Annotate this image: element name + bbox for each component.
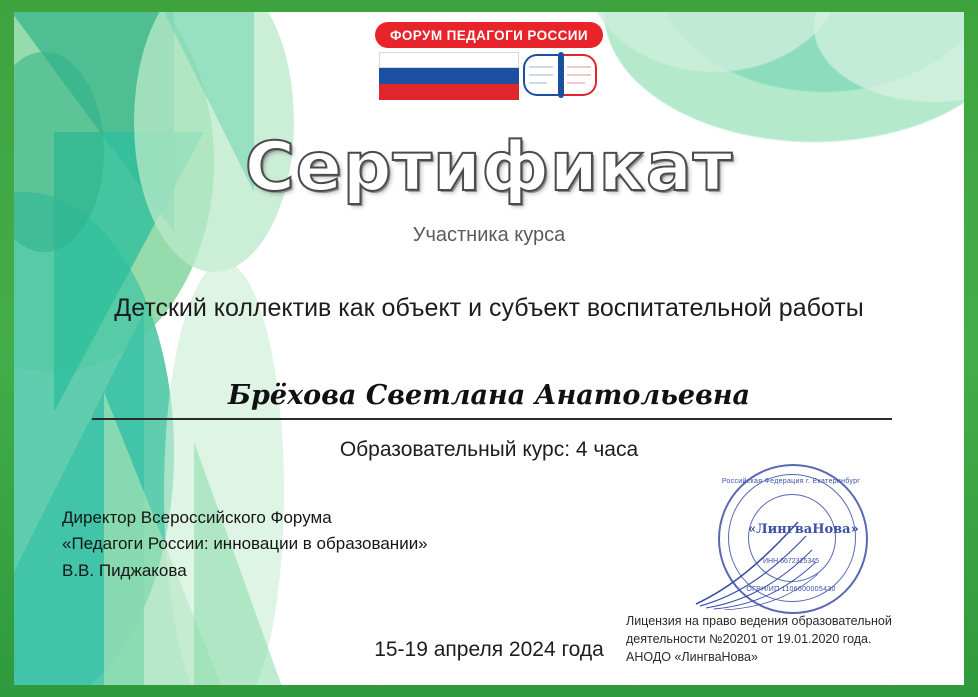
certificate-title: Сертификат [244, 128, 734, 207]
seal-arc-bottom-text: ОГРН/ИП 1106600005430 [746, 586, 836, 593]
signer-line-2: «Педагоги России: инновации в образовании» [62, 534, 428, 554]
signer-line-1: Директор Всероссийского Форума [62, 508, 332, 527]
seal-inn-text: ИНН 6672325345 [762, 558, 820, 565]
certificate-date: 15-19 апреля 2024 года [374, 638, 604, 661]
license-block [626, 612, 956, 666]
seal-arc-top-text: Российская Федерация г. Екатеринбург [721, 478, 861, 485]
certificate-subtitle: Участника курса [412, 224, 566, 246]
recipient-name: Брёхова Светлана Анатольевна [227, 380, 751, 411]
organization-seal [690, 462, 888, 612]
signature-rule [92, 418, 892, 420]
course-hours: Образовательный курс: 4 часа [339, 438, 639, 461]
license-line-1: Лицензия на право ведения образовательной [626, 614, 892, 628]
logo-banner-text: ФОРУМ ПЕДАГОГИ РОССИИ [375, 22, 603, 48]
seal-inner-ring [748, 494, 859, 582]
signer-block [62, 505, 428, 584]
signer-line-3: В.В. Пиджакова [62, 560, 187, 580]
course-name: Детский коллектив как объект и субъект воспитательной работы [114, 294, 864, 322]
license-line-3: АНОДО «ЛингваНова» [626, 650, 758, 665]
seal-center-text: «ЛингваНова» [748, 522, 859, 537]
license-line-2: деятельности №20201 от 19.01.2020 года. [626, 632, 872, 647]
